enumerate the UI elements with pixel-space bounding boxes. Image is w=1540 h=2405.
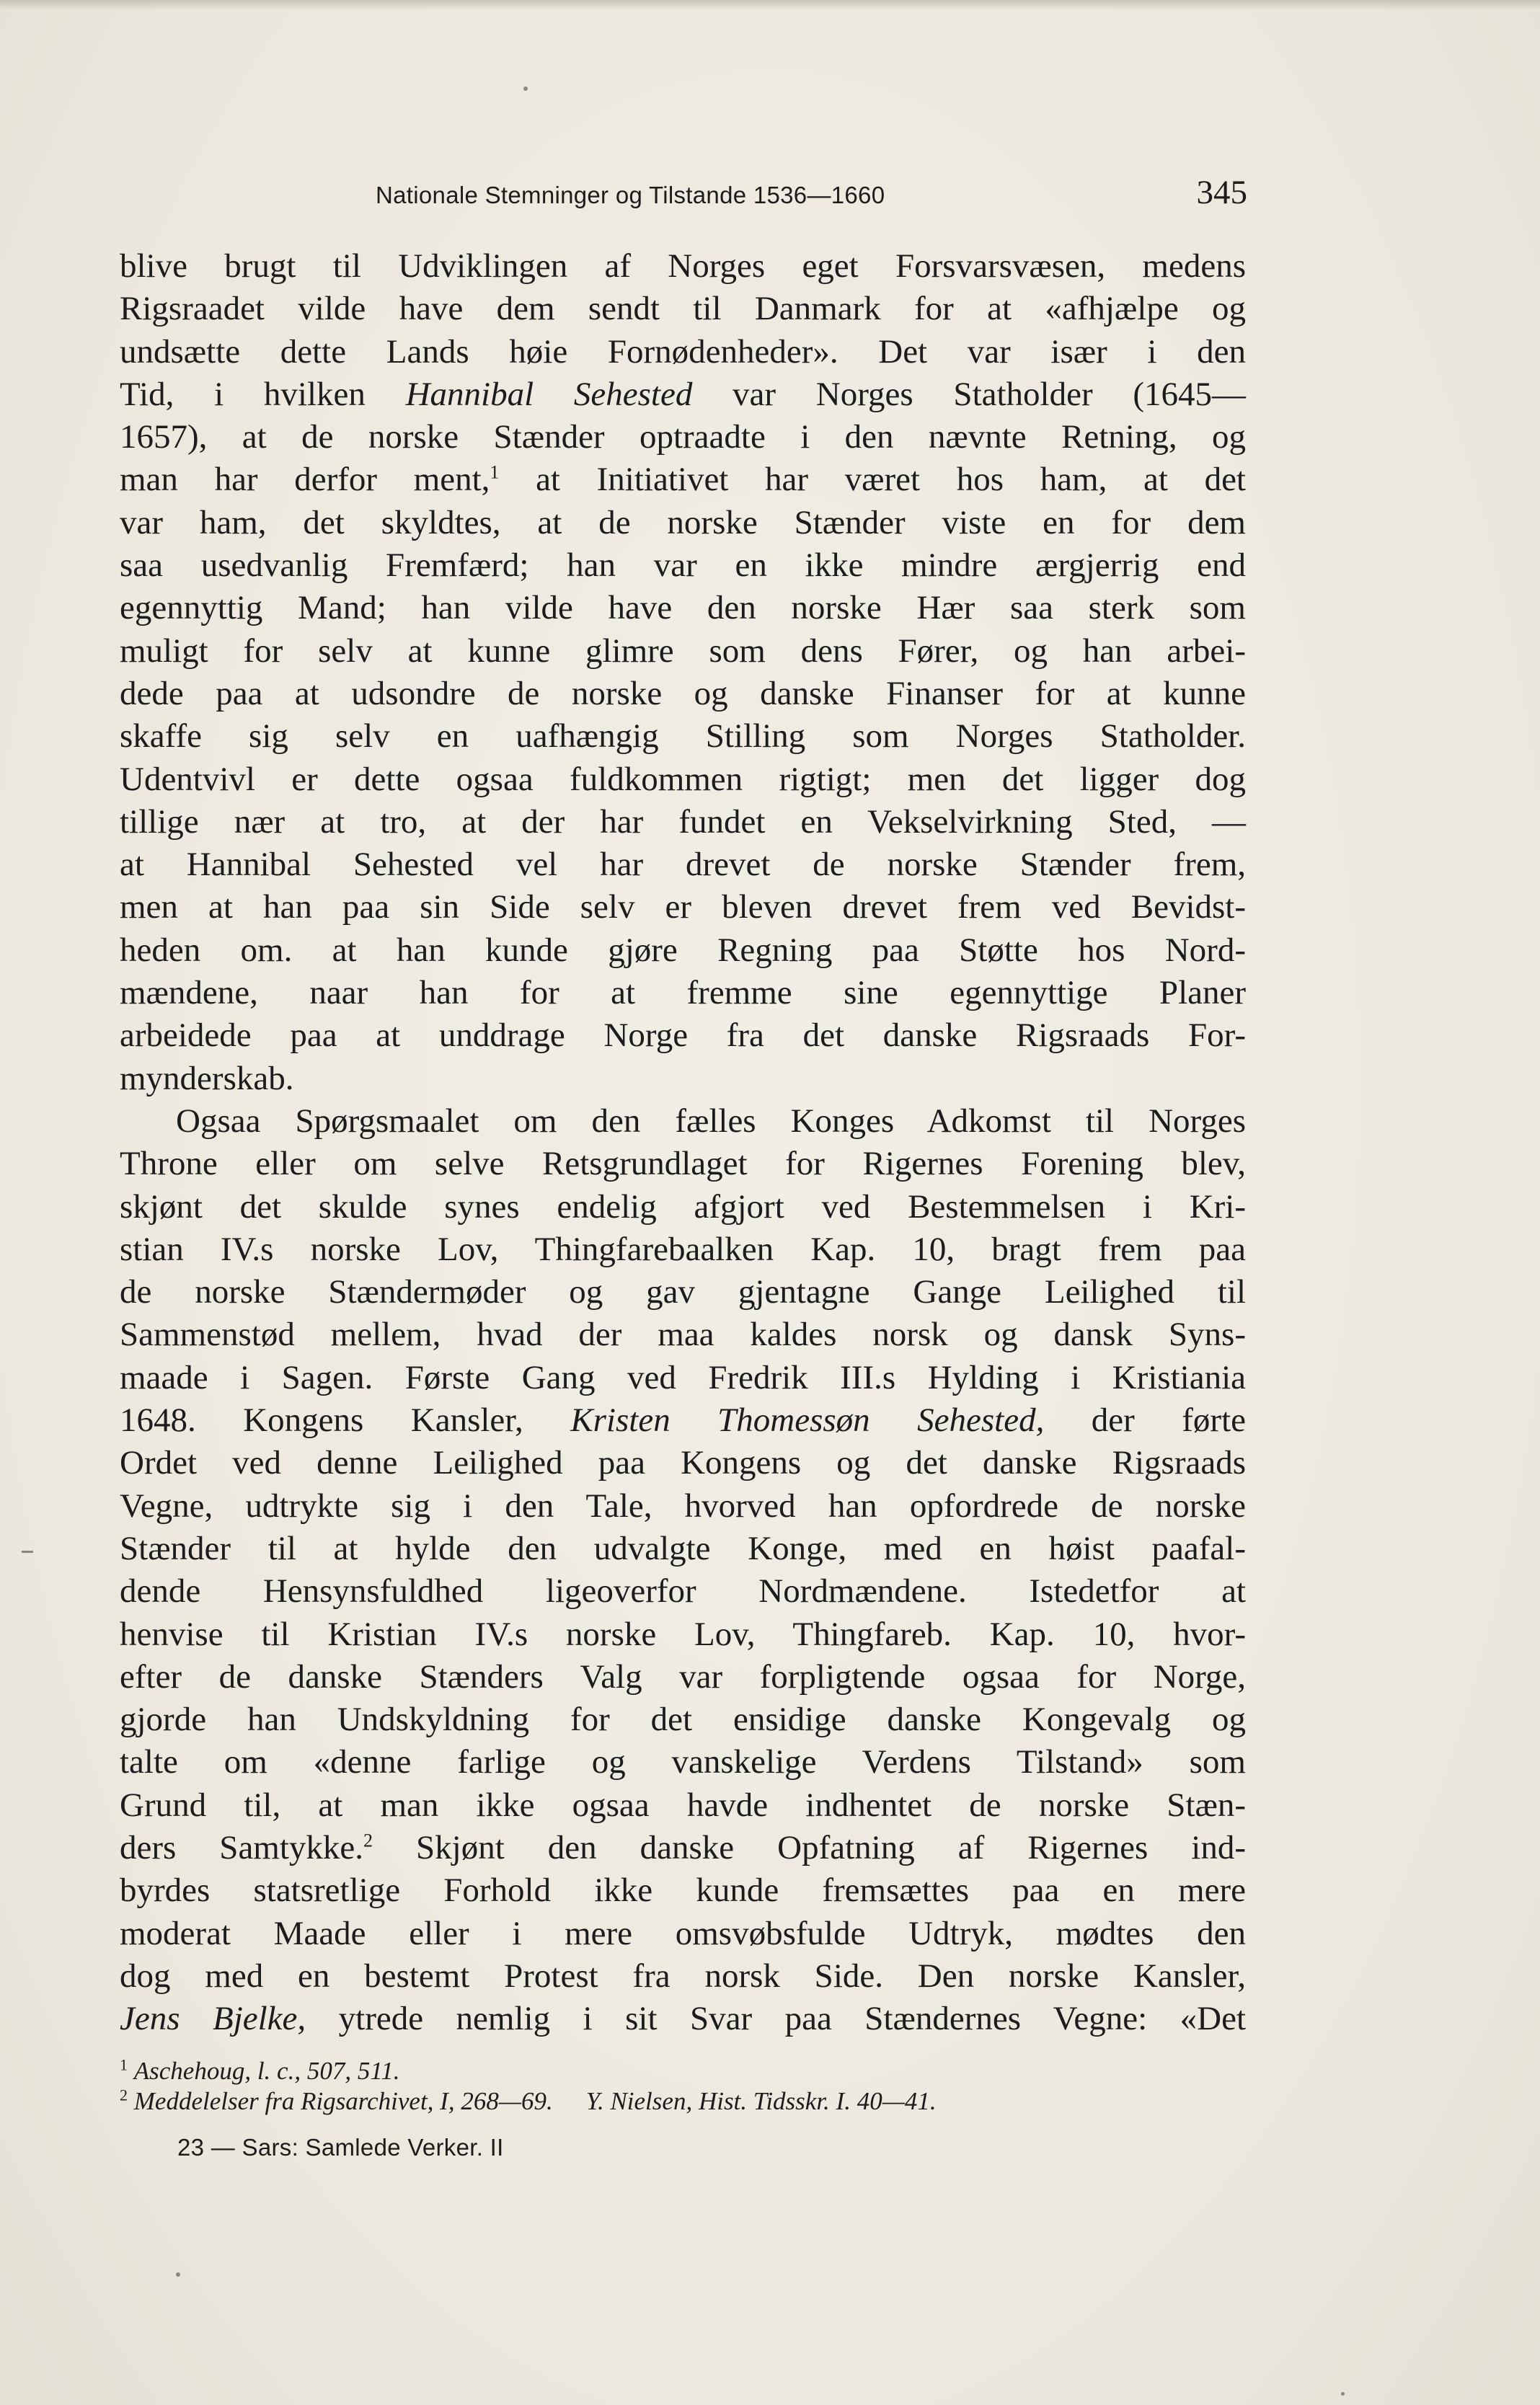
text-line — [120, 1998, 1246, 2040]
text-line: mynderskab. — [120, 1059, 294, 1097]
running-title: Nationale Stemninger og Tilstande 1536—1660 — [376, 182, 885, 208]
speck-corner — [1341, 2392, 1345, 2396]
text-line: Ordet ved denne Leilighed paa Kongens og det danske Rigsraads — [120, 1444, 1246, 1482]
text-line: dede paa at udsondre de norske og danske Finanser for at kunne — [120, 674, 1246, 712]
text-span: ytrede nemlig i sit Svar paa Stændernes Vegne: «Det — [306, 2000, 1246, 2038]
text-line — [120, 1827, 1246, 1869]
text-line — [120, 373, 1246, 416]
footnote-1 — [120, 2056, 1273, 2086]
text-line: Vegne, udtrykte sig i den Tale, hvorved han opfordrede de norske — [120, 1487, 1246, 1525]
text-line: Throne eller om selve Retsgrundlaget for Rigernes Forening blev, — [120, 1145, 1246, 1183]
text-line: heden om. at han kunde gjøre Regning paa Støtte hos Nord- — [120, 931, 1246, 969]
text-line: henvise til Kristian IV.s norske Lov, Thingfareb. Kap. 10, hvor- — [120, 1615, 1246, 1653]
text-line: efter de danske Stænders Valg var forpligtende ogsaa for Norge, — [120, 1657, 1246, 1696]
text-span: Skjønt den danske Opfatning af Rigernes ind- — [373, 1828, 1246, 1866]
text-line: Udentvivl er dette ogsaa fuldkommen rigtigt; men det ligger dog — [120, 760, 1246, 798]
text-line: muligt for selv at kunne glimre som dens Fører, og han arbei- — [120, 632, 1246, 670]
running-head — [120, 173, 1247, 223]
text-line: byrdes statsretlige Forhold ikke kunde fremsættes paa en mere — [120, 1872, 1246, 1910]
text-line: dog med en bestemt Protest fra norsk Side. Den norske Kansler, — [120, 1957, 1246, 1995]
text-line: moderat Maade eller i mere omsvøbsfulde Udtryk, mødtes den — [120, 1914, 1246, 1952]
text-line: stian IV.s norske Lov, Thingfarebaalken Kap. 10, bragt frem paa — [120, 1230, 1246, 1268]
footnotes — [120, 2056, 1273, 2117]
text-line: 1657), at de norske Stænder optraadte i den nævnte Retning, og — [120, 418, 1246, 456]
text-line: undsætte dette Lands høie Fornødenheder». Det var især i den — [120, 332, 1246, 371]
footnote-text: Meddelelser fra Rigsarchivet, I, 268—69. — [133, 2087, 553, 2115]
margin-tick-left — [22, 1551, 33, 1553]
speck-top — [523, 87, 528, 91]
text-line — [120, 459, 1246, 501]
text-span: 1648. Kongens Kansler, — [120, 1401, 571, 1440]
body-text — [120, 245, 1246, 2040]
text-line: skaffe sig selv en uafhængig Stilling som Norges Statholder. — [120, 717, 1246, 756]
printer-signature: 23 — Sars: Samlede Verker. II — [177, 2134, 504, 2161]
text-line: Stænder til at hylde den udvalgte Konge, med en høist paafal- — [120, 1529, 1246, 1567]
footnote-marker: 1 — [120, 2055, 128, 2074]
text-line: Sammenstød mellem, hvad der maa kaldes norsk og dansk Syns- — [120, 1316, 1246, 1354]
text-line — [120, 1399, 1246, 1442]
footnote-ref-2: 2 — [363, 1830, 373, 1851]
text-line: talte om «denne farlige og vanskelige Verdens Tilstand» som — [120, 1743, 1246, 1781]
text-span: der førte — [1044, 1401, 1246, 1440]
text-line: Rigsraadet vilde have dem sendt til Danmark for at «afhjælpe og — [120, 290, 1246, 328]
text-line: saa usedvanlig Fremfærd; han var en ikke mindre ærgjerrig end — [120, 546, 1246, 585]
page-number: 345 — [1196, 174, 1247, 211]
footnote-ref-1: 1 — [490, 461, 500, 483]
text-span: var Norges Statholder (1645— — [692, 375, 1246, 413]
text-line: blive brugt til Udviklingen af Norges eget Forsvarsvæsen, medens — [120, 247, 1246, 285]
text-span: ders Samtykke. — [120, 1828, 364, 1866]
footnote-2 — [120, 2086, 1273, 2117]
text-line: arbeidede paa at unddrage Norge fra det danske Rigsraads For- — [120, 1017, 1246, 1055]
text-line: tillige nær at tro, at der har fundet en Vekselvirkning Sted, — — [120, 802, 1246, 841]
text-line: skjønt det skulde synes endelig afgjort ved Bestemmelsen i Kri- — [120, 1187, 1246, 1226]
text-line: maade i Sagen. Første Gang ved Fredrik III.s Hylding i Kristiania — [120, 1358, 1246, 1396]
footnote-marker: 2 — [120, 2086, 128, 2104]
person-name-jens-bjelke: Jens Bjelke, — [120, 2000, 306, 2038]
text-span: at Initiativet har været hos ham, at det — [499, 461, 1246, 499]
text-line: at Hannibal Sehested vel har drevet de norske Stænder frem, — [120, 846, 1246, 884]
text-line: mændene, naar han for at fremme sine egennyttige Planer — [120, 974, 1246, 1012]
text-line: dende Hensynsfuldhed ligeoverfor Nordmændene. Istedetfor at — [120, 1572, 1246, 1611]
text-line: gjorde han Undskyldning for det ensidige danske Kongevalg og — [120, 1701, 1246, 1739]
text-line: Grund til, at man ikke ogsaa havde indhentet de norske Stæn- — [120, 1786, 1246, 1824]
person-name-kristen-thomessoen-sehested: Kristen Thomessøn Sehested, — [570, 1401, 1045, 1440]
paragraph-start-line: Ogsaa Spørgsmaalet om den fælles Konges Adkomst til Norges — [176, 1102, 1246, 1140]
person-name-hannibal-sehested: Hannibal Sehested — [405, 375, 693, 413]
text-line: de norske Stændermøder og gav gjentagne Gange Leilighed til — [120, 1273, 1246, 1311]
footnote-text: Aschehoug, l. c., 507, 511. — [133, 2057, 400, 2085]
text-line: egennyttig Mand; han vilde have den norske Hær saa sterk som — [120, 589, 1246, 627]
footnote-text: Y. Nielsen, Hist. Tidsskr. I. 40—41. — [585, 2087, 937, 2115]
text-span: Tid, i hvilken — [120, 375, 406, 413]
text-span: man har derfor ment, — [120, 461, 490, 499]
page-top-edge-shadow — [0, 0, 1540, 10]
speck-bottom — [176, 2272, 180, 2277]
text-line: var ham, det skyldtes, at de norske Stænder viste en for dem — [120, 503, 1246, 541]
text-line: men at han paa sin Side selv er bleven drevet frem ved Bevidst- — [120, 888, 1246, 926]
